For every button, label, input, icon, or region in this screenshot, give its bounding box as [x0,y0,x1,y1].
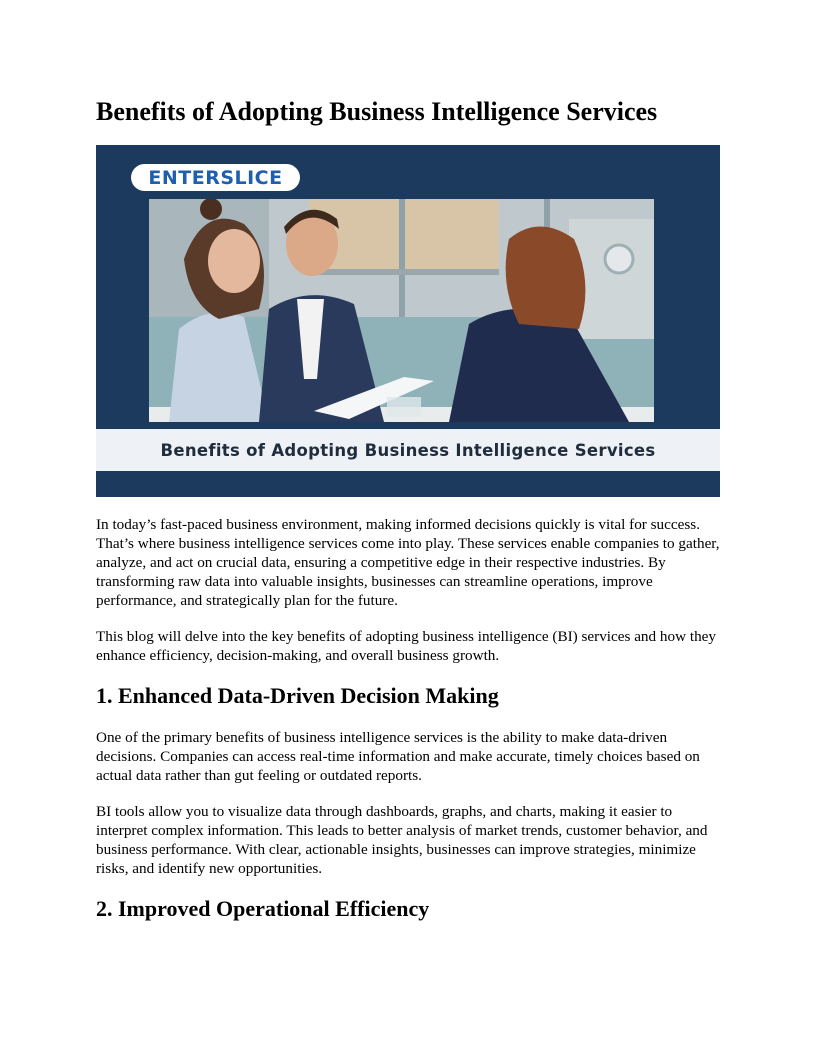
section-heading-1: 1. Enhanced Data-Driven Decision Making [96,683,499,708]
section-1-paragraph-2: BI tools allow you to visualize data through dashboards, graphs, and charts, making it easier to interpret complex information. This leads to better analysis of market trends, customer behavior, and business performance. With clear, actionable insights, businesses can improve strategies, minimize risks, and identify new opportunities. [96,803,708,877]
intro-paragraph-1: In today’s fast-paced business environment, making informed decisions quickly is vital for success. That’s where business intelligence services come into play. These services enable companies to gather, analyze, and act on crucial data, ensuring a competitive edge in their respective industries. By transforming raw data into valuable insights, businesses can streamline operations, improve performance, and strategically plan for the future. [96,516,720,609]
banner-caption: Benefits of Adopting Business Intelligence Services [96,429,720,471]
intro-paragraph-2: This blog will delve into the key benefits of adopting business intelligence (BI) services and how they enhance efficiency, decision-making, and overall business growth. [96,628,717,664]
enterslice-logo: ENTERSLICE [131,164,300,191]
section-1-paragraph-1: One of the primary benefits of business intelligence services is the ability to make data-driven decisions. Companies can access real-time information and make accurate, timely choices based on actual data rather than gut feeling or outdated reports. [96,729,700,784]
meeting-photo-illustration [149,199,654,422]
page-title: Benefits of Adopting Business Intelligence Services [96,97,658,126]
hero-banner [96,145,720,497]
meeting-photo [149,199,654,422]
section-heading-2: 2. Improved Operational Efficiency [96,896,430,921]
